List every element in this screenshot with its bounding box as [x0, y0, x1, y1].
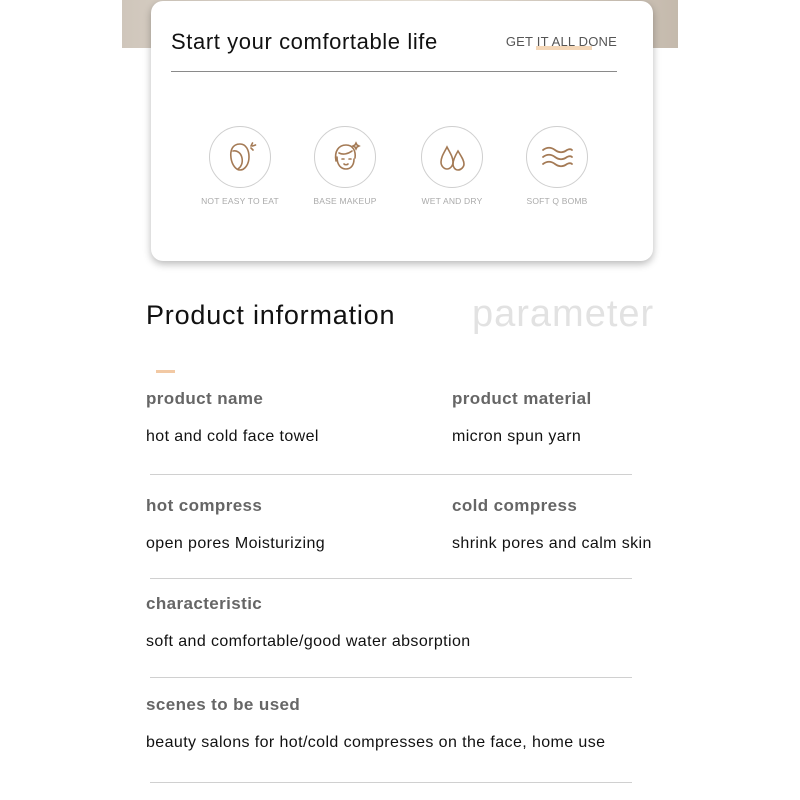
- feature-label: BASE MAKEUP: [313, 196, 377, 206]
- param-value-hot-compress: open pores Moisturizing: [146, 535, 326, 552]
- param-value-cold-compress: shrink pores and calm skin: [452, 535, 652, 552]
- face-icon: [209, 126, 271, 188]
- feature-wet-and-dry: [397, 126, 507, 206]
- param-label-cold-compress: cold compress: [452, 496, 578, 515]
- feature-not-easy-to-eat: [185, 126, 295, 206]
- row-divider: [150, 578, 632, 579]
- feature-soft-q-bomb: [502, 126, 612, 206]
- param-value-characteristic: soft and comfortable/good water absorption: [146, 633, 471, 650]
- section-title: Product information: [146, 300, 396, 330]
- accent-dash: [156, 370, 175, 373]
- feature-label: WET AND DRY: [421, 196, 483, 206]
- section-subtitle: parameter: [472, 293, 655, 335]
- param-label-characteristic: characteristic: [146, 594, 263, 613]
- param-value-product-name: hot and cold face towel: [146, 428, 319, 445]
- feature-card: [151, 1, 653, 261]
- card-title: Start your comfortable life: [171, 29, 438, 54]
- feature-label: SOFT Q BOMB: [526, 196, 588, 206]
- row-divider: [150, 474, 632, 475]
- waves-icon: [526, 126, 588, 188]
- param-value-scenes: beauty salons for hot/cold compresses on the face, home use: [146, 734, 606, 751]
- param-label-hot-compress: hot compress: [146, 496, 263, 515]
- makeup-face-icon: [314, 126, 376, 188]
- get-it-all-done-link[interactable]: GET IT ALL DONE: [505, 34, 617, 49]
- param-label-product-material: product material: [452, 389, 592, 408]
- card-divider: [171, 71, 617, 72]
- water-drops-icon: [421, 126, 483, 188]
- row-divider: [150, 782, 632, 783]
- param-label-scenes: scenes to be used: [146, 695, 301, 714]
- feature-base-makeup: [290, 126, 400, 206]
- row-divider: [150, 677, 632, 678]
- feature-label: NOT EASY TO EAT: [201, 196, 279, 206]
- param-value-product-material: micron spun yarn: [452, 428, 582, 445]
- param-label-product-name: product name: [146, 389, 264, 408]
